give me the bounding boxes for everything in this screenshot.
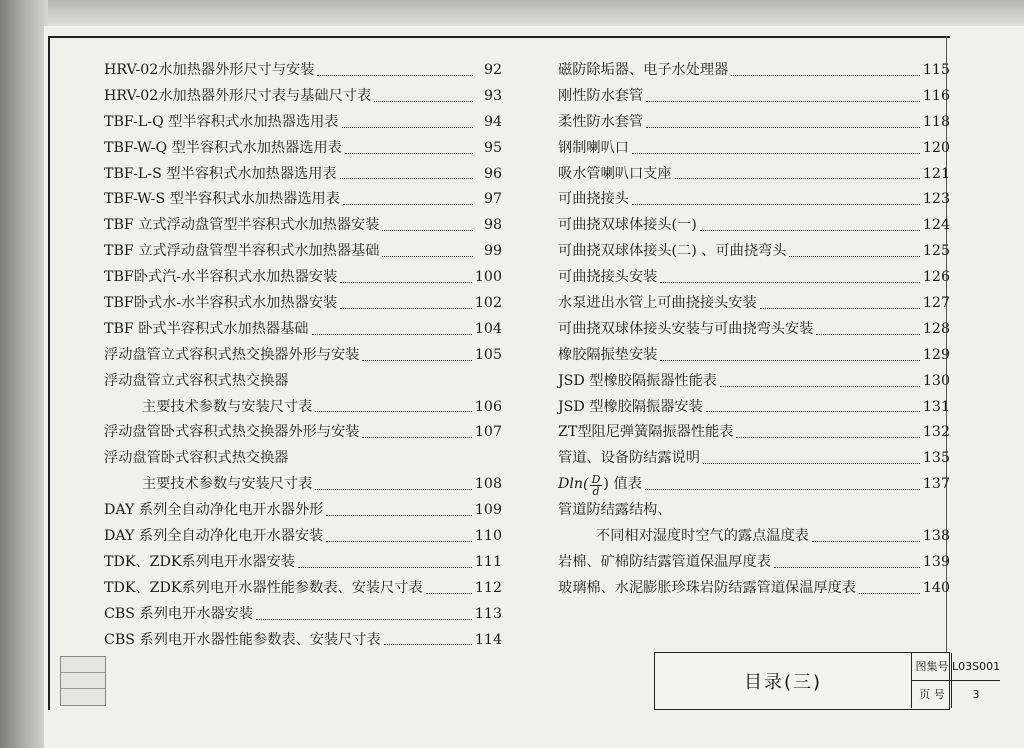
toc-entry-title: 可曲挠双球体接头(一) [558,217,697,234]
dot-leader [343,203,473,205]
toc-entry[interactable] [558,317,950,343]
toc-entry-title: 可曲挠双球体接头(二) 、可曲挠弯头 [558,243,787,260]
toc-entry[interactable] [104,602,502,628]
toc-entry[interactable] [558,446,950,472]
page-number: 3 [951,681,1000,708]
toc-entry-title: 水泵进出水管上可曲挠接头安装 [558,295,757,311]
toc-entry-formula[interactable] [558,472,950,498]
toc-entry-title: ZT型阻尼弹簧隔振器性能表 [558,424,734,441]
toc-entry-page: 115 [922,61,950,78]
toc-entry-title: Dln( $\frac{D}{d}$ ) 值表 [558,472,642,498]
toc-entry[interactable] [558,58,950,84]
toc-entry-page: 112 [474,579,502,596]
atlas-number: L03S001 [951,653,1000,681]
atlas-number-label: 图集号 [911,653,952,681]
dot-leader [362,436,472,438]
toc-entry-page: 107 [474,424,502,441]
dot-leader [731,74,920,76]
toc-entry-title: DAY 系列全自动净化电开水器外形 [104,502,324,519]
toc-entry[interactable] [558,213,950,239]
toc-entry-title: 可曲挠双球体接头安装与可曲挠弯头安装 [558,320,814,337]
toc-entry-page: 110 [474,528,502,545]
toc-entry-title: TBF-L-Q 型半容积式水加热器选用表 [104,113,339,130]
toc-entry-page: 102 [474,295,502,311]
toc-entry-title: 管道防结露结构、 [558,502,672,519]
dot-leader [342,126,474,128]
toc-entry-page: 128 [922,320,950,337]
toc-entry[interactable] [558,136,950,162]
toc-entry-title: TBF卧式汽-水半容积式水加热器安装 [104,269,338,286]
toc-entry[interactable] [558,369,950,395]
toc-entry-title: 磁防除垢器、电子水处理器 [558,61,729,78]
dot-leader [298,566,472,568]
dot-leader [660,359,920,361]
toc-entry[interactable] [104,550,502,576]
toc-title: 目录(三) [743,672,823,693]
dot-leader [374,100,473,102]
toc-entry-page: 140 [922,579,950,596]
toc-entry[interactable] [104,187,502,213]
toc-entry-page: 118 [922,113,950,130]
toc-entry-title: 主要技术参数与安装尺寸表 [142,398,313,415]
toc-entry-title: JSD 型橡胶隔振器性能表 [558,372,717,389]
toc-entry[interactable] [558,239,950,265]
toc-entry[interactable] [558,343,950,369]
toc-entry-title: 橡胶隔振垫安装 [558,346,658,363]
toc-entry-page: 106 [474,398,502,415]
dot-leader [720,385,920,387]
dot-leader [760,307,920,309]
toc-entry-title: JSD 型橡胶隔振器安装 [558,398,703,415]
toc-entry-title: TBF-L-S 型半容积式水加热器选用表 [104,165,337,182]
dot-leader [774,566,920,568]
toc-entry-page: 108 [474,476,502,493]
toc-entry[interactable] [104,395,502,421]
dot-leader [362,359,472,361]
approval-stamp [60,656,106,706]
dot-leader [812,540,920,542]
toc-entry[interactable] [104,472,502,498]
toc-entry-title: 刚性防水套管 [558,87,644,104]
toc-entry-page: 116 [922,87,950,104]
toc-entry[interactable] [558,576,950,602]
toc-entry[interactable] [104,110,502,136]
toc-entry-title: 玻璃棉、水泥膨胀珍珠岩防结露管道保温厚度表 [558,579,856,596]
toc-entry-title: 可曲挠接头安装 [558,269,658,286]
dot-leader [312,333,472,335]
dot-leader [315,488,472,490]
toc-entry-title: TBF-W-Q 型半容积式水加热器选用表 [104,139,342,156]
toc-entry[interactable] [104,317,502,343]
dot-leader [326,514,472,516]
toc-entry-page: 137 [922,476,950,493]
dot-leader [859,592,920,594]
toc-entry[interactable] [558,550,950,576]
toc-entry-page: 92 [483,61,502,78]
toc-entry[interactable] [558,395,950,421]
dot-leader [340,281,472,283]
toc-entry-page: 127 [922,295,950,311]
dot-leader [700,229,920,231]
dot-leader [340,177,473,179]
dot-leader [426,592,472,594]
dot-leader [816,333,920,335]
toc-entry[interactable] [558,162,950,188]
toc-entry[interactable] [104,420,502,446]
dot-leader [317,74,473,76]
toc-entry[interactable] [558,187,950,213]
toc-entry-title: TBF卧式水-水半容积式水加热器安装 [104,295,338,311]
toc-entry-title: CBS 系列电开水器性能参数表、安装尺寸表 [104,631,381,648]
toc-entry-page: 126 [922,269,950,286]
toc-left-column [104,58,502,653]
dot-leader [706,410,920,412]
toc-entry[interactable] [104,136,502,162]
toc-entry-title: 浮动盘管立式容积式热交换器 [104,372,289,389]
dot-leader [382,229,473,231]
toc-entry-title: TDK、ZDK系列电开水器安装 [104,553,295,570]
toc-entry-title: 岩棉、矿棉防结露管道保温厚度表 [558,553,771,570]
toc-entry[interactable] [104,628,502,654]
toc-entry-title: TDK、ZDK系列电开水器性能参数表、安装尺寸表 [104,579,423,596]
toc-entry[interactable] [104,58,502,84]
toc-entry[interactable] [558,420,950,446]
toc-entry-page: 93 [483,87,502,104]
toc-entry[interactable] [558,524,950,550]
toc-entry-page: 138 [922,528,950,545]
title-block [654,652,1001,710]
toc-entry[interactable] [104,291,502,317]
toc-entry-page: 98 [483,217,502,234]
page-number-label: 页 号 [911,681,952,708]
dot-leader [256,618,472,620]
toc-entry-title: 吸水管喇叭口支座 [558,165,672,182]
toc-entry-title: HRV-02水加热器外形尺寸表与基础尺寸表 [104,87,372,104]
toc-entry[interactable] [104,498,502,524]
toc-entry-title: 钢制喇叭口 [558,139,629,156]
toc-entry-title: 管道、设备防结露说明 [558,450,700,467]
toc-entry-page: 135 [922,450,950,467]
toc-entry[interactable] [104,343,502,369]
dot-leader [632,152,920,154]
toc-entry-title: 主要技术参数与安装尺寸表 [142,476,313,493]
dot-leader [340,307,472,309]
toc-entry[interactable] [558,110,950,136]
toc-entry[interactable] [104,84,502,110]
toc-entry-page: 129 [922,346,950,363]
dot-leader [382,255,473,257]
toc-entry-page: 124 [922,217,950,234]
toc-entry-title: CBS 系列电开水器安装 [104,605,254,622]
toc-entry[interactable] [104,265,502,291]
toc-entry-title: 浮动盘管卧式容积式热交换器外形与安装 [104,424,360,441]
toc-entry-title: 柔性防水套管 [558,113,644,130]
toc-entry-page: 104 [474,320,502,337]
toc-entry-title: DAY 系列全自动净化电开水器安装 [104,528,324,545]
dot-leader [646,126,920,128]
toc-entry[interactable] [104,369,502,395]
toc-entry-title: TBF 立式浮动盘管型半容积式水加热器安装 [104,217,380,234]
dot-leader [660,281,920,283]
toc-entry-page: 109 [474,502,502,519]
toc-entry-page: 94 [483,113,502,130]
dot-leader [632,203,920,205]
dot-leader [789,255,920,257]
toc-entry-title: TBF 立式浮动盘管型半容积式水加热器基础 [104,243,380,260]
toc-right-column [558,58,950,602]
dot-leader [703,462,920,464]
toc-entry-page: 97 [483,191,502,208]
dot-leader [645,488,920,490]
toc-entry-title: HRV-02水加热器外形尺寸与安装 [104,61,315,78]
toc-entry-page: 120 [922,139,950,156]
toc-entry-title: 浮动盘管卧式容积式热交换器 [104,450,289,467]
dot-leader [315,410,472,412]
toc-entry-page: 96 [483,165,502,182]
toc-entry-page: 111 [474,553,502,570]
toc-entry[interactable] [558,84,950,110]
toc-entry[interactable] [104,524,502,550]
toc-entry-page: 123 [922,191,950,208]
toc-entry-page: 114 [474,631,502,648]
toc-entry-page: 113 [474,605,502,622]
toc-entry[interactable] [104,213,502,239]
toc-entry[interactable] [104,576,502,602]
toc-entry-page: 105 [474,346,502,363]
toc-entry[interactable] [558,291,950,317]
toc-entry-title: 浮动盘管立式容积式热交换器外形与安装 [104,346,360,363]
toc-entry-page: 95 [483,139,502,156]
toc-entry-page: 130 [922,372,950,389]
toc-entry[interactable] [104,446,502,472]
toc-entry[interactable] [104,162,502,188]
dot-leader [736,436,920,438]
toc-entry-title: 不同相对湿度时空气的露点温度表 [596,528,809,545]
toc-entry-title: 可曲挠接头 [558,191,629,208]
fraction: $\frac{D}{d}$ [591,472,601,498]
toc-entry[interactable] [558,265,950,291]
scan-edge-left [0,0,48,748]
dot-leader [646,100,920,102]
toc-entry-page: 139 [922,553,950,570]
dot-leader [345,152,473,154]
toc-entry[interactable] [558,498,950,524]
toc-entry-page: 99 [483,243,502,260]
toc-entry-page: 121 [922,165,950,182]
toc-entry-page: 131 [922,398,950,415]
dot-leader [384,643,472,645]
dot-leader [326,540,472,542]
toc-entry-title: TBF 卧式半容积式水加热器基础 [104,320,309,337]
toc-entry-page: 132 [922,424,950,441]
toc-entry[interactable] [104,239,502,265]
toc-entry-page: 100 [474,269,502,286]
dot-leader [675,177,920,179]
toc-entry-page: 125 [922,243,950,260]
toc-entry-title: TBF-W-S 型半容积式水加热器选用表 [104,191,340,208]
